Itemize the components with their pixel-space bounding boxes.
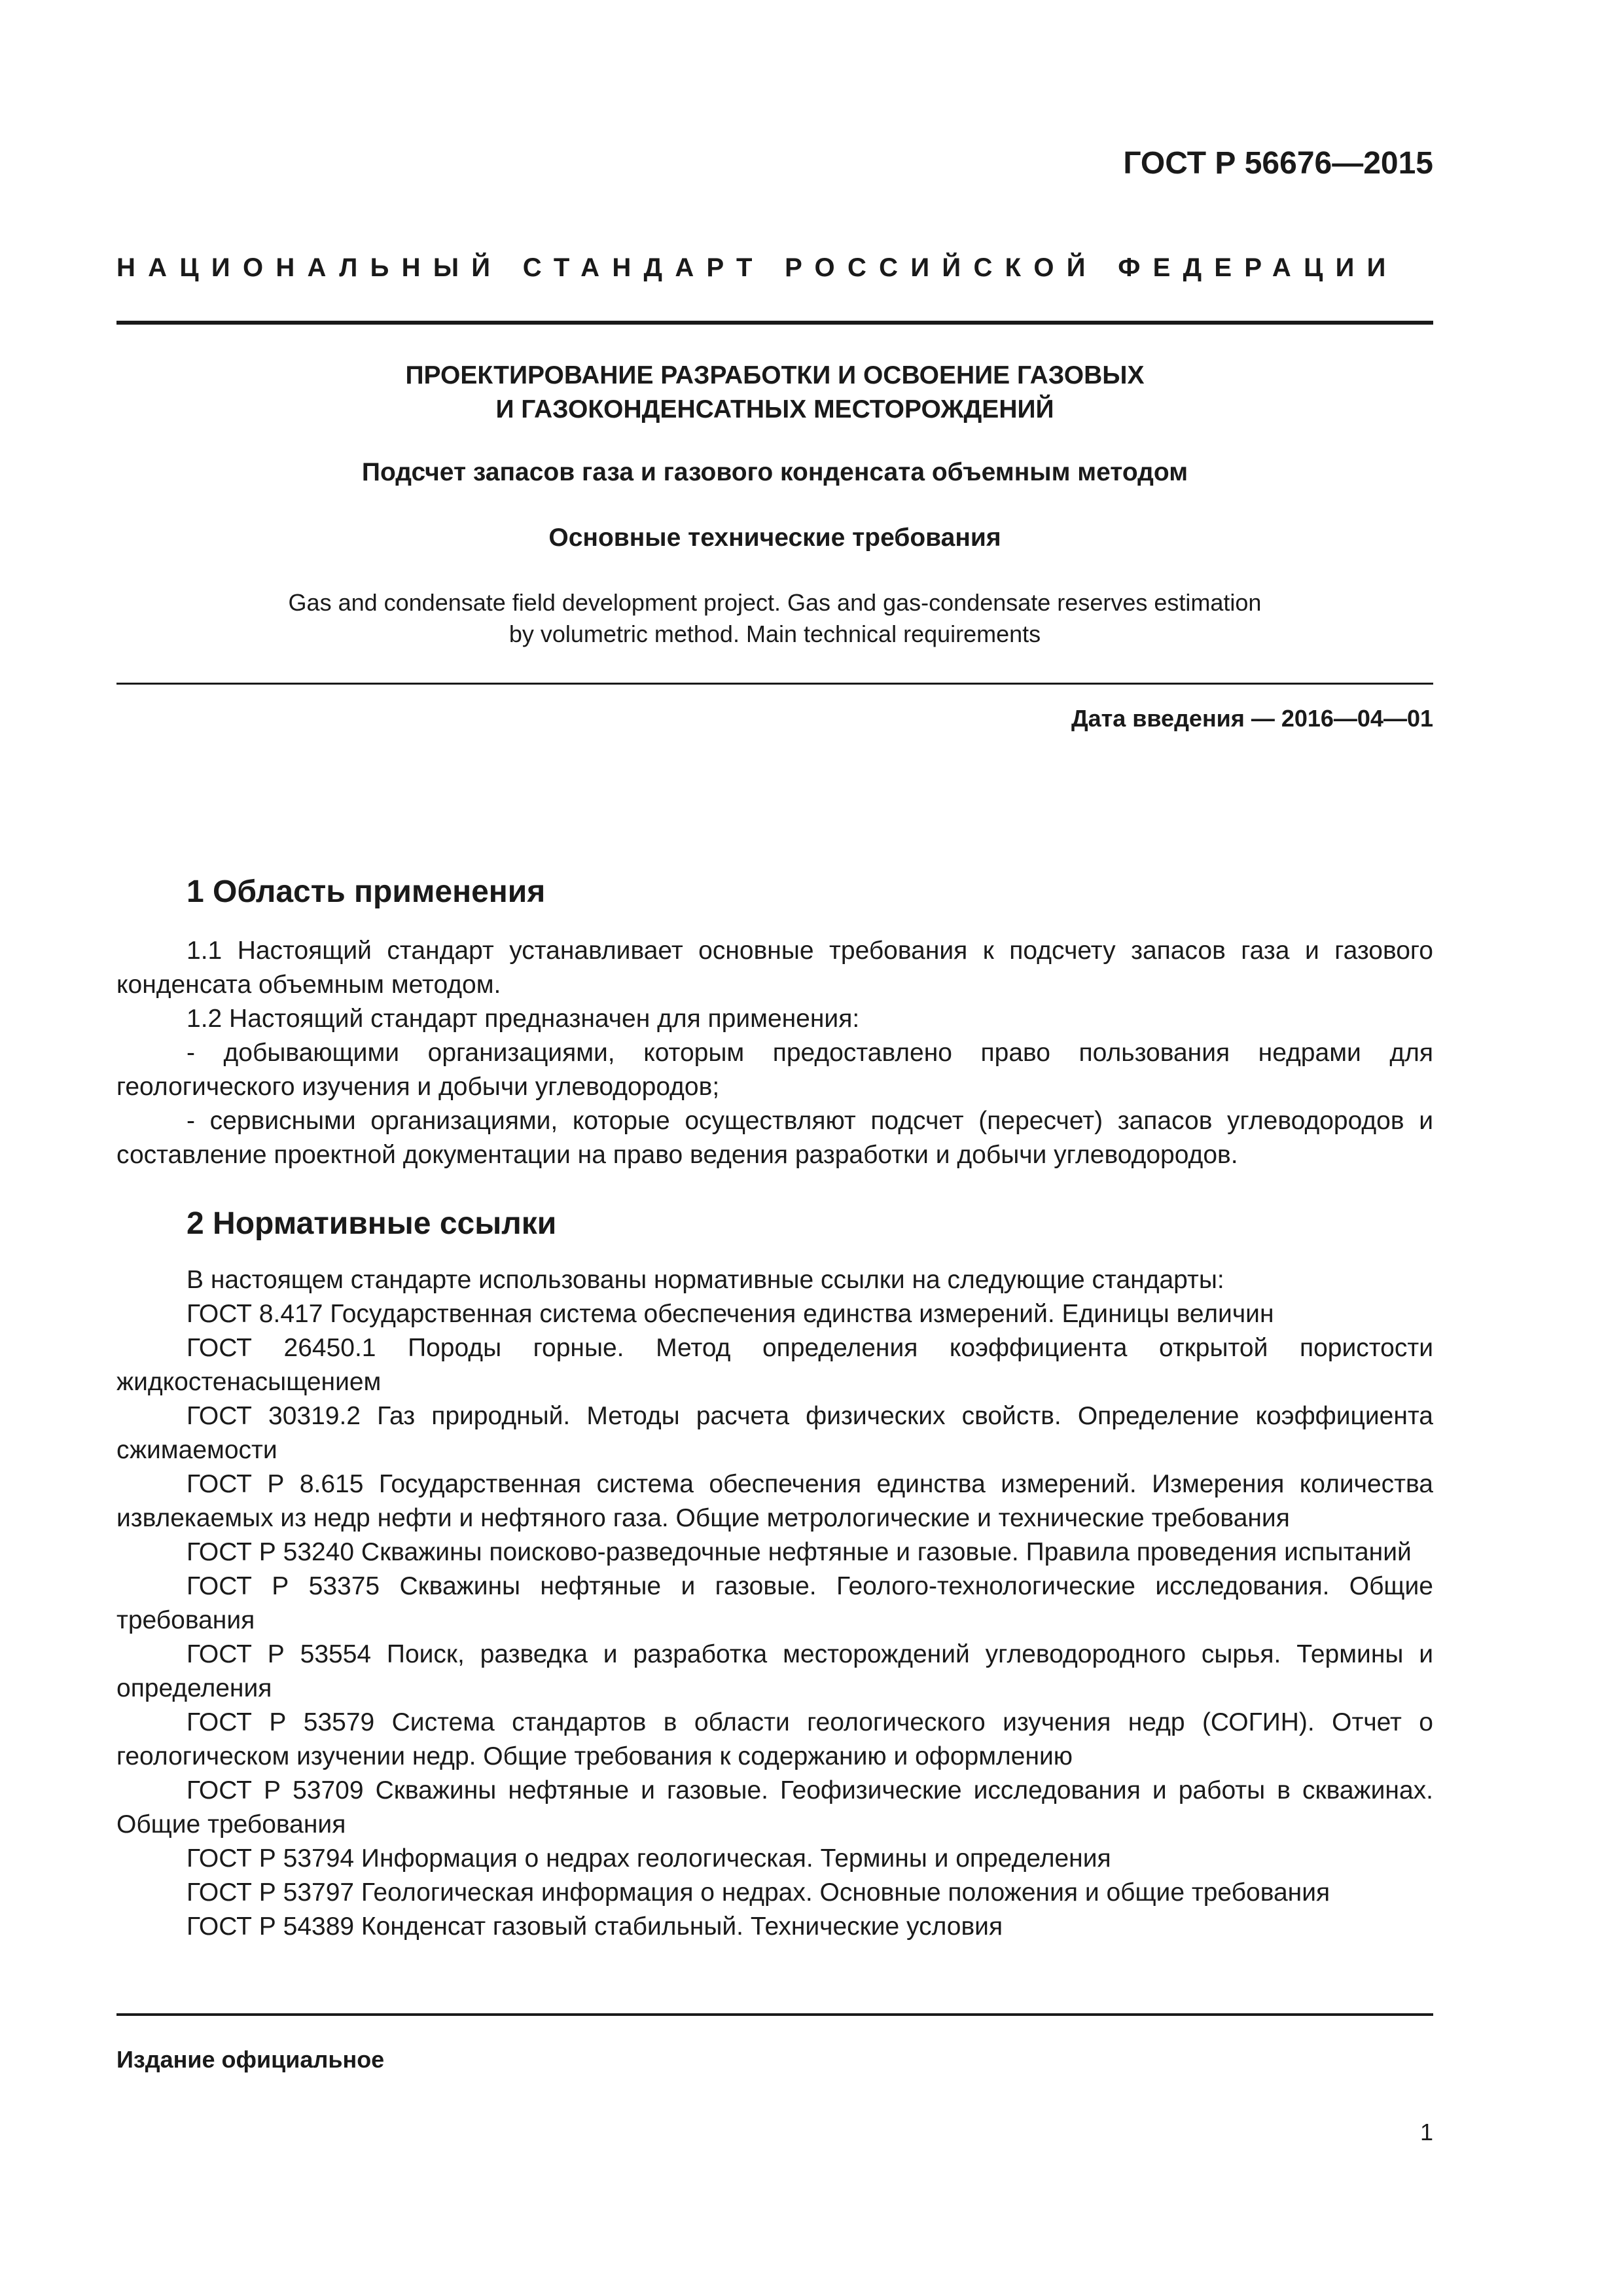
english-title-line-2: by volumetric method. Main technical requirements [508, 620, 1041, 647]
reference-item: ГОСТ Р 54389 Конденсат газовый стабильный. Технические условия [187, 1912, 1003, 1941]
paragraph-1-2: 1.2 Настоящий стандарт предназначен для применения: [187, 1005, 860, 1033]
references-intro: В настоящем стандарте использованы нормативные ссылки на следующие стандарты: [187, 1266, 1224, 1294]
list-item: - сервисными организациями, которые осуществляют подсчет (пересчет) запасов углеводородов и составление проектной документации на право ведения разработки и добычи углеводородов. [116, 1107, 1433, 1169]
subtitle-reserves: Подсчет запасов газа и газового конденсата объемным методом [361, 458, 1188, 486]
list-item: - добывающими организациями, которым предоставлено право пользования недрами для геологического изучения и добычи углеводородов; [116, 1039, 1433, 1101]
section-1-heading: 1 Область применения [187, 874, 546, 909]
title-line-1: ПРОЕКТИРОВАНИЕ РАЗРАБОТКИ И ОСВОЕНИЕ ГАЗОВЫХ [405, 361, 1145, 389]
national-standard-banner: НАЦИОНАЛЬНЫЙ СТАНДАРТ РОССИЙСКОЙ ФЕДЕРАЦИИ [116, 253, 1399, 282]
paragraph-1-1: 1.1 Настоящий стандарт устанавливает основные требования к подсчету запасов газа и газового конденсата объемным методом. [116, 937, 1433, 999]
document-number: ГОСТ Р 56676—2015 [1123, 146, 1433, 181]
reference-item: ГОСТ 30319.2 Газ природный. Методы расчета физических свойств. Определение коэффициента сжимаемости [116, 1402, 1433, 1464]
subtitle-requirements: Основные технические требования [548, 524, 1001, 552]
footer-rule [116, 2013, 1433, 2016]
reference-item: ГОСТ Р 53709 Скважины нефтяные и газовые. Геофизические исследования и работы в скважинах. Общие требования [116, 1776, 1433, 1839]
english-title-line-1: Gas and condensate field development project. Gas and gas-condensate reserves estimation [288, 589, 1262, 616]
document-title [116, 359, 1433, 427]
title-line-2: И ГАЗОКОНДЕНСАТНЫХ МЕСТОРОЖДЕНИЙ [495, 395, 1054, 423]
introduction-date: Дата введения — 2016—04—01 [1071, 705, 1433, 732]
english-title [116, 587, 1433, 650]
reference-item: ГОСТ Р 53554 Поиск, разведка и разработка месторождений углеводородного сырья. Термины и определения [116, 1640, 1433, 1702]
reference-item: ГОСТ Р 53579 Система стандартов в области геологического изучения недр (СОГИН). Отчет о геологическом изучении недр. Общие требования к содержанию и оформлению [116, 1708, 1433, 1770]
reference-item: ГОСТ Р 53375 Скважины нефтяные и газовые. Геолого-технологические исследования. Общие требования [116, 1572, 1433, 1634]
reference-item: ГОСТ Р 53797 Геологическая информация о недрах. Основные положения и общие требования [187, 1878, 1330, 1907]
reference-item: ГОСТ 8.417 Государственная система обеспечения единства измерений. Единицы величин [187, 1300, 1274, 1328]
header-rule [116, 321, 1433, 325]
reference-item: ГОСТ Р 53794 Информация о недрах геологическая. Термины и определения [187, 1844, 1111, 1873]
reference-item: ГОСТ 26450.1 Породы горные. Метод определения коэффициента открытой пористости жидкостенасыщением [116, 1334, 1433, 1396]
section-2-heading: 2 Нормативные ссылки [187, 1206, 557, 1241]
reference-item: ГОСТ Р 53240 Скважины поисково-разведочные нефтяные и газовые. Правила проведения испытаний [187, 1538, 1412, 1566]
title-rule [116, 683, 1433, 685]
page-number: 1 [1419, 2119, 1433, 2145]
section-2-body [116, 1263, 1433, 1944]
section-1-body [116, 934, 1433, 1172]
reference-item: ГОСТ Р 8.615 Государственная система обеспечения единства измерений. Измерения количества извлекаемых из недр нефти и нефтяного газа. Общие метрологические и технические требования [116, 1470, 1433, 1532]
official-edition-label: Издание официальное [116, 2046, 385, 2073]
